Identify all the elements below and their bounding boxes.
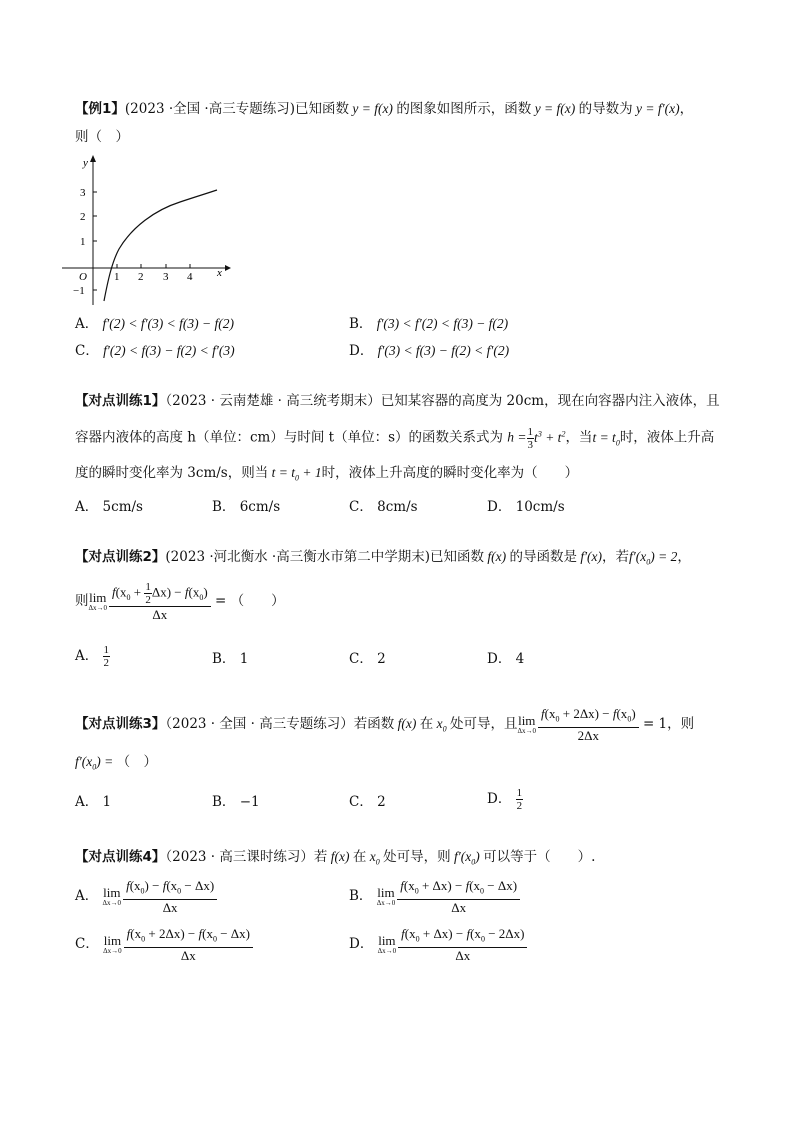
- example-1-option-c[interactable]: C． f′(2) < f(3) − f(2) < f′(3): [75, 343, 235, 359]
- training-3-tag: 【对点训练3】: [75, 716, 166, 732]
- training-4-tag: 【对点训练4】: [75, 849, 166, 865]
- training-2-line2: 则 lim Δx→0 $f(x_0$ + $\frac{1}{2}$ $\Delta x) - f(x_0)$ Δx = （ ）: [75, 581, 285, 622]
- training-4-option-c[interactable]: C． lim Δx→0 $\frac{f(x_0 + 2\Delta x) - f(x_0 - \Delta x)}{\Delta x}$: [75, 926, 253, 963]
- training-1-tag: 【对点训练1】: [75, 393, 166, 409]
- training-4-option-a[interactable]: A． lim Δx→0 $\frac{f(x_0) - f(x_0 - \Delta x)}{\Delta x}$: [75, 878, 217, 915]
- training-3-line2: $f'(x_0)$ = （ ）: [75, 754, 158, 772]
- origin-label: O: [79, 271, 87, 283]
- training-4-option-b[interactable]: B． lim Δx→0 $\frac{f(x_0 + \Delta x) - f(x_0 - \Delta x)}{\Delta x}$: [349, 878, 520, 915]
- training-1-option-d[interactable]: D． 10cm/s: [487, 499, 565, 515]
- y-tick-label: −1: [73, 285, 85, 297]
- training-2-option-a[interactable]: A． $\frac{1}{2}$: [75, 644, 110, 669]
- training-3-option-b[interactable]: B． −1: [212, 794, 260, 810]
- x-tick-label: 1: [114, 271, 120, 283]
- training-2-option-d[interactable]: D． 4: [487, 651, 525, 667]
- x-tick-label: 2: [138, 271, 144, 283]
- example-1-stem-line2: 则（ ）: [75, 129, 129, 145]
- training-1-option-c[interactable]: C． 8cm/s: [349, 499, 418, 515]
- training-1-line3: 度的瞬时变化率为 3cm/s，则当 $t = t_0 + 1$时，液体上升高度的瞬时变化率为（ ）: [75, 465, 579, 483]
- training-2-option-c[interactable]: C． 2: [349, 651, 386, 667]
- x-tick-label: 3: [163, 271, 169, 283]
- example-1-option-a[interactable]: A． f′(2) < f′(3) < f(3) − f(2): [75, 316, 235, 332]
- example-1-graph: [60, 152, 235, 307]
- training-2-line1: 【对点训练2】(2023 ·河北衡水 ·高三衡水市第二中学期末)已知函数 f(x) 的导函数是 f′(x)，若$f'(x_0) = 2$，: [75, 549, 691, 567]
- x-tick-label: 4: [187, 271, 193, 283]
- training-1-line2: 容器内液体的高度 h（单位：cm）与时间 t（单位：s）的函数关系式为 h = $\frac{1}{3}$ $t^3 + t^2$，当$t = t_0$时，液体上升高: [75, 425, 715, 451]
- training-1-line1: 【对点训练1】（2023 · 云南楚雄 · 高三统考期末）已知某容器的高度为 20cm，现在向容器内注入液体，且: [75, 393, 720, 409]
- example-1-tag: 【例1】: [75, 101, 125, 117]
- training-3-line1: 【对点训练3】（2023 · 全国 · 高三专题练习）若函数 f(x) 在 $x_0$ 处可导，且 lim Δx→0 $\frac{f(x_0 + 2\Delta x) - f(x_0)}{2\Delta x}$ = 1，则: [75, 706, 695, 743]
- example-1-option-b[interactable]: B． f′(3) < f′(2) < f(3) − f(2): [349, 316, 509, 332]
- training-2-tag: 【对点训练2】: [75, 549, 166, 565]
- y-tick-label: 3: [80, 187, 86, 199]
- axis-label-y: y: [83, 157, 88, 169]
- training-1-option-b[interactable]: B． 6cm/s: [212, 499, 281, 515]
- training-4-line1: 【对点训练4】（2023 · 高三课时练习）若 f(x) 在 $x_0$ 处可导，则 $f'(x_0)$ 可以等于（ ）.: [75, 849, 596, 867]
- training-3-option-a[interactable]: A． 1: [75, 794, 112, 810]
- training-2-option-b[interactable]: B． 1: [212, 651, 249, 667]
- training-3-option-c[interactable]: C． 2: [349, 794, 386, 810]
- example-1-stem: 【例1】(2023 ·全国 ·高三专题练习)已知函数 y = f(x) 的图象如图所示，函数 y = f(x) 的导数为 y = f′(x)，: [75, 101, 694, 117]
- training-3-option-d[interactable]: D． $\frac{1}{2}$: [487, 787, 523, 812]
- function-curve: [104, 190, 217, 301]
- training-4-option-d[interactable]: D． lim Δx→0 $\frac{f(x_0 + \Delta x) - f(x_0 - 2\Delta x)}{\Delta x}$: [349, 926, 527, 963]
- example-1-option-d[interactable]: D． f′(3) < f(3) − f(2) < f′(2): [349, 343, 510, 359]
- y-tick-label: 2: [80, 211, 86, 223]
- y-tick-label: 1: [80, 236, 86, 248]
- training-1-option-a[interactable]: A． 5cm/s: [75, 499, 143, 515]
- axis-label-x: x: [217, 267, 222, 279]
